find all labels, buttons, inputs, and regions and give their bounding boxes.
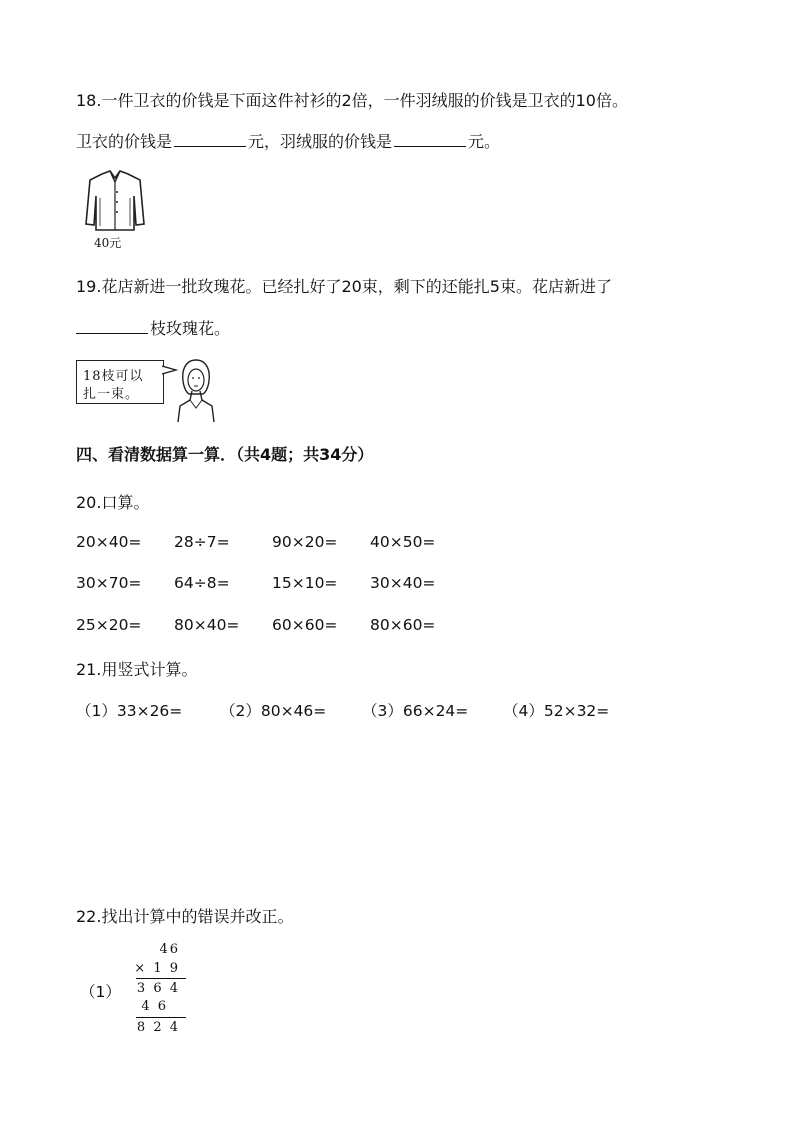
- q22-item-label: （1）: [80, 983, 121, 1001]
- q19-line1: 19.花店新进一批玫瑰花。已经扎好了20束，剩下的还能扎5束。花店新进了: [76, 277, 612, 296]
- speech-line2: 扎一束。: [83, 387, 140, 402]
- q20-r2c2: 64÷8=: [174, 574, 230, 592]
- q20-r1c2: 28÷7=: [174, 533, 230, 551]
- q20-title: 20.口算。: [76, 493, 150, 512]
- q21-item3: （3）66×24=: [362, 702, 469, 720]
- answer-blank-roses[interactable]: [76, 332, 148, 334]
- speech-line1: 18枝可以: [83, 369, 144, 384]
- speech-bubble: [76, 360, 164, 404]
- q20-r1c4: 40×50=: [370, 533, 436, 551]
- q20-r1c1: 20×40=: [76, 533, 142, 551]
- answer-blank-hoodie[interactable]: [174, 145, 246, 147]
- florist-illustration: [76, 356, 226, 422]
- q18-line2: [76, 129, 500, 152]
- q20-r3c3: 60×60=: [272, 616, 338, 634]
- vm-multiplier: × 1 9: [134, 961, 180, 976]
- q18-text-b: 元，羽绒服的价钱是: [248, 132, 393, 151]
- q21-item2: （2）80×46=: [220, 702, 327, 720]
- q20-r2c3: 15×10=: [272, 574, 338, 592]
- section-4-heading: 四、看清数据算一算．（共4题；共34分）: [76, 445, 374, 464]
- q19-text: 枝玫瑰花。: [150, 319, 231, 338]
- q20-r1c3: 90×20=: [272, 533, 338, 551]
- q21-item4: （4）52×32=: [503, 702, 610, 720]
- vm-rule-1: [136, 978, 186, 979]
- q18-text-c: 元。: [468, 132, 501, 151]
- q20-r3c2: 80×40=: [174, 616, 240, 634]
- q21-title: 21.用竖式计算。: [76, 660, 198, 679]
- vm-partial-1: 3 6 4: [136, 981, 180, 996]
- vertical-multiplication: [134, 940, 188, 1040]
- q20-r2c1: 30×70=: [76, 574, 142, 592]
- q22-title: 22.找出计算中的错误并改正。: [76, 907, 294, 926]
- answer-blank-downjacket[interactable]: [394, 145, 466, 147]
- q21-item1: （1）33×26=: [76, 702, 183, 720]
- q20-r3c4: 80×60=: [370, 616, 436, 634]
- vm-result: 8 2 4: [136, 1020, 180, 1035]
- q18-line1: 18.一件卫衣的价钱是下面这件衬衫的2倍，一件羽绒服的价钱是卫衣的10倍。: [76, 91, 628, 110]
- vm-top-number: 46: [159, 942, 180, 957]
- vm-partial-2: 4 6: [141, 999, 168, 1014]
- q20-r3c1: 25×20=: [76, 616, 142, 634]
- q18-text-a: 卫衣的价钱是: [76, 132, 173, 151]
- shirt-price: 40元: [94, 236, 122, 250]
- q20-r2c4: 30×40=: [370, 574, 436, 592]
- shirt-illustration: [80, 168, 150, 252]
- q19-line2: [76, 316, 230, 339]
- vm-rule-2: [136, 1017, 186, 1018]
- woman-icon: [176, 356, 216, 422]
